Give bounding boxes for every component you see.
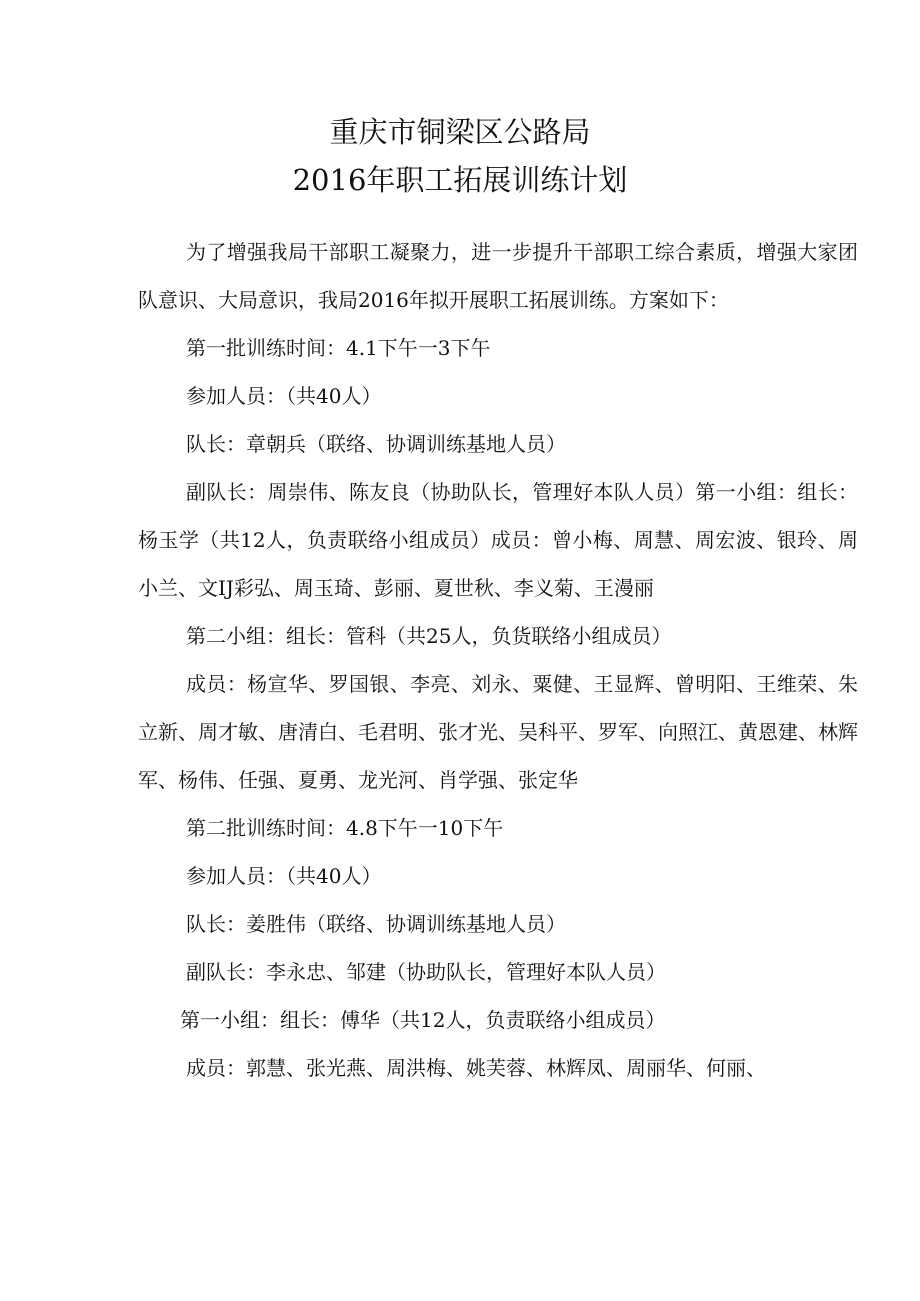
batch2-captain: 队长：姜胜伟（联络、协调训练基地人员） — [186, 912, 566, 936]
batch1-group2-leader: 第二小组：组长：管科（共25人，负货联络小组成员） — [186, 624, 672, 648]
batch2-vice-captain: 副队长：李永忠、邹建（协助队长，管理好本队人员） — [186, 960, 666, 984]
batch1-captain: 队长：章朝兵（联络、协调训练基地人员） — [186, 432, 566, 456]
batch1-time: 第一批训练时间：4.1下午一3下午 — [186, 336, 491, 360]
batch2-group1-members: 成员：郭慧、张光燕、周洪梅、姚芙蓉、林辉凤、周丽华、何丽、 — [186, 1056, 766, 1080]
batch1-vice-captain-group1: 副队长：周崇伟、陈友良（协助队长，管理好本队人员）第一小组：组长：杨玉学（共12人，负责联络小组成员）成员：曾小梅、周慧、周宏波、银玲、周小兰、文IJ彩弘、周玉琦、彭丽、夏世秋、李义菊、王漫丽 — [138, 480, 858, 600]
batch1-participants: 参加人员：（共40人） — [186, 384, 382, 408]
document-body — [138, 228, 858, 1092]
batch2-participants: 参加人员：（共40人） — [186, 864, 382, 888]
batch1-group2-members: 成员：杨宣华、罗国银、李亮、刘永、粟健、王显辉、曾明阳、王维荣、朱立新、周才敏、唐清白、毛君明、张才光、吴科平、罗军、向照江、黄恩建、林辉军、杨伟、任强、夏勇、龙光河、肖学强、张定华 — [138, 672, 858, 792]
batch2-time: 第二批训练时间：4.8下午一10下午 — [186, 816, 504, 840]
document-title-line-1: 重庆市铜梁区公路局 — [329, 115, 591, 149]
intro-paragraph: 为了增强我局干部职工凝聚力，进一步提升干部职工综合素质，增强大家团队意识、大局意识，我局2016年拟开展职工拓展训练。方案如下： — [138, 240, 858, 312]
document-title-line-2: 2016年职工拓展训练计划 — [292, 163, 628, 197]
batch2-group1-leader: 第一小组：组长：傅华（共12人，负责联络小组成员） — [180, 1008, 666, 1032]
